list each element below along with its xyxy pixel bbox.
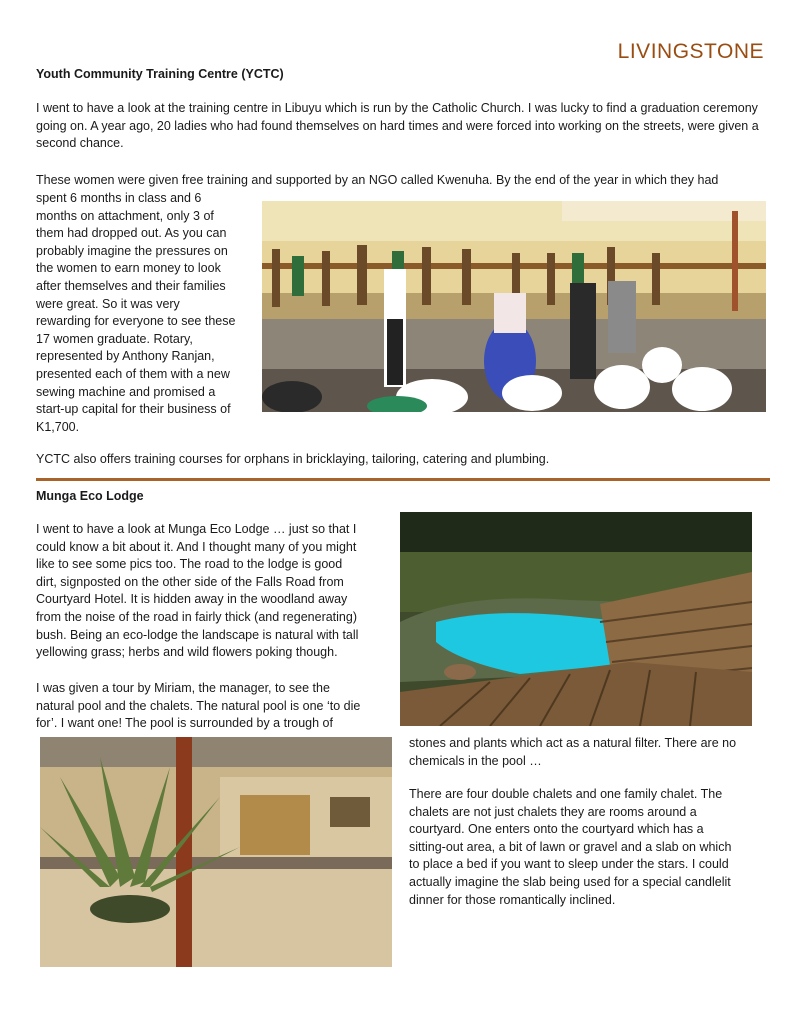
text-line: months on attachment, only 3 of: [36, 208, 214, 223]
text-line: them had dropped out. As you can: [36, 226, 227, 241]
munga-paragraph-1: [36, 521, 396, 662]
text-line: represented by Anthony Ranjan,: [36, 349, 215, 364]
text-line: There are four double chalets and one family chalet. The: [409, 787, 723, 801]
text-line: for’. I want one! The pool is surrounded by a trough of: [36, 716, 333, 731]
text-line: presented each of them with a new: [36, 366, 230, 381]
natural-pool-photo: [400, 512, 752, 726]
text-line: could know a bit about it. And I thought many of you might: [36, 539, 357, 554]
munga-paragraph-3: [409, 735, 759, 770]
text-line: rewarding for everyone to see these: [36, 314, 236, 329]
text-line: bush. Being an eco-lodge the landscape is natural with tall: [36, 627, 359, 642]
yctc-paragraph-3: YCTC also offers training courses for orphans in bricklaying, tailoring, catering and plumbing.: [36, 452, 550, 466]
yctc-heading: Youth Community Training Centre (YCTC): [36, 67, 284, 81]
text-line: start-up capital for their business of: [36, 402, 231, 417]
munga-paragraph-2: [36, 680, 396, 733]
text-line: I was given a tour by Miriam, the manager, to see the: [36, 681, 330, 695]
text-line: the women to earn money to look: [36, 261, 221, 276]
chalet-courtyard-photo: [40, 737, 392, 967]
text-line: dirt, signposted on the other side of the Falls Road from: [36, 574, 344, 589]
graduation-ceremony-photo: [262, 201, 766, 412]
text-line: spent 6 months in class and 6: [36, 191, 202, 205]
munga-paragraph-4: [409, 786, 759, 909]
text-line: I went to have a look at Munga Eco Lodge … just so that I: [36, 522, 357, 536]
page-title: LIVINGSTONE: [617, 40, 764, 63]
text-line: actually imagine the slab being used for a special candlelit: [409, 874, 731, 889]
yctc-paragraph-2-column: [36, 190, 256, 436]
text-line: were great. So it was very: [36, 296, 180, 311]
text-line: sitting-out area, a bit of lawn or gravel and a slab on which: [409, 839, 732, 854]
text-line: courtyard. One enters onto the courtyard which has a: [409, 822, 704, 837]
text-line: chalets are not just chalets they are rooms around a: [409, 804, 697, 819]
text-line: sewing machine and promised a: [36, 384, 216, 399]
text-line: yellowing grass; herbs and wild flowers poking though.: [36, 645, 338, 660]
text-line: K1,700.: [36, 419, 80, 434]
text-line: Courtyard Hotel. It is hidden away in the woodland away: [36, 592, 348, 607]
yctc-paragraph-1: I went to have a look at the training centre in Libuyu which is run by the Catholic Church. I was lucky to find a graduation ceremony going on. A year ago, 20 ladies who had found themselves on hard times and were forced into working on the streets, were given a second chance.: [36, 101, 759, 151]
text-line: 17 women graduate. Rotary,: [36, 331, 193, 346]
text-line: chemicals in the pool …: [409, 753, 542, 768]
text-line: dinner for those romantically inclined.: [409, 892, 616, 907]
yctc-paragraph-2-intro: These women were given free training and supported by an NGO called Kwenuha. By the end of the year in which they had: [36, 173, 719, 187]
text-line: probably imagine the pressures on: [36, 243, 228, 258]
text-line: after themselves and their families: [36, 278, 226, 293]
text-line: from the noise of the road in fairly thick (and regenerating): [36, 609, 358, 624]
text-line: like to see some pics too. The road to the lodge is good: [36, 557, 343, 572]
text-line: natural pool and the chalets. The natural pool is one ‘to die: [36, 698, 361, 713]
section-divider: [36, 478, 770, 481]
text-line: stones and plants which act as a natural filter. There are no: [409, 736, 737, 750]
munga-heading: Munga Eco Lodge: [36, 489, 144, 503]
text-line: to place a bed if you want to sleep under the stars. I could: [409, 857, 729, 872]
